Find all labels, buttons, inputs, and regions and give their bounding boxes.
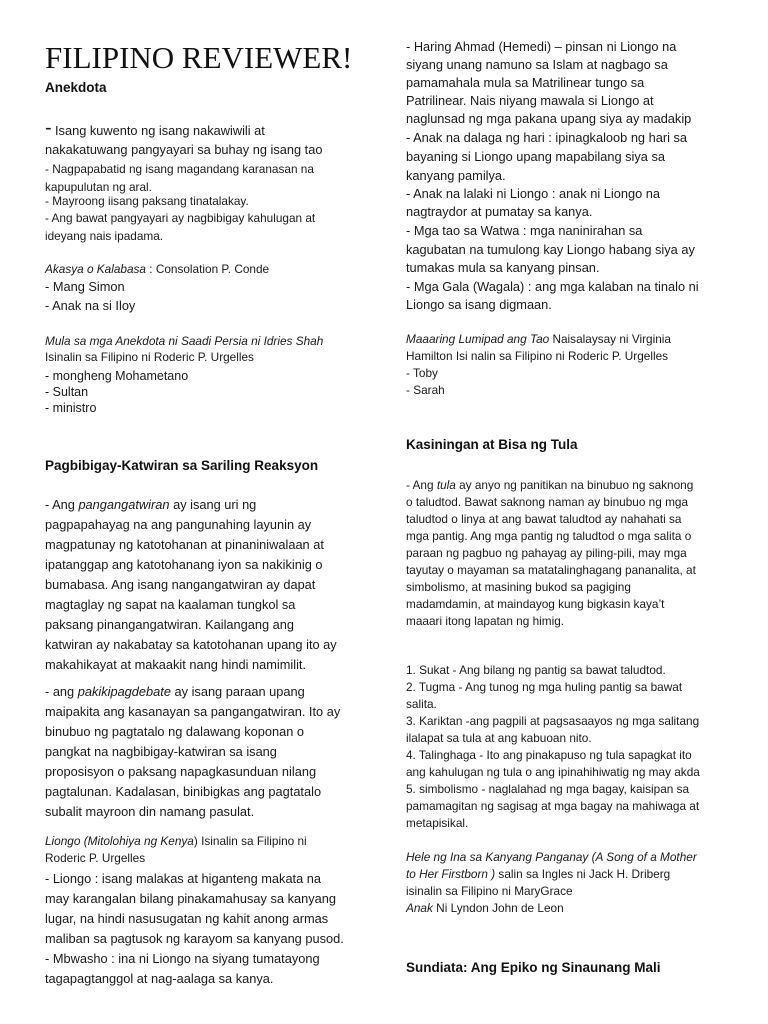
- paragraph-line: pangkat na nagbibigay-katwiran sa isang: [45, 744, 277, 759]
- liongo-translator: Roderic P. Urgelles: [45, 851, 146, 865]
- liongo-line: - Mbwasho : ina ni Liongo na siyang tumatayong: [45, 951, 320, 966]
- character-line: nagtraydor at pumatay sa kanya.: [406, 204, 593, 219]
- paragraph-line: magtaglay ng sapat na kaalaman tungkol sa: [45, 597, 296, 612]
- bullet-dash: -: [45, 117, 52, 139]
- anekdota-bullet: kapupulutan ng aral.: [45, 180, 152, 194]
- paragraph-line: ipatanggap ang katotohanang iyon sa nakikinig o: [45, 557, 323, 572]
- character-line: - Mga tao sa Watwa : mga naninirahan sa: [406, 223, 643, 238]
- liongo-title-line: Liongo (Mitolohiya ng Kenya) Isinalin sa Filipino ni: [45, 834, 307, 848]
- anekdota-intro-2: nakakatuwang pangyayari sa buhay ng isang tao: [45, 142, 323, 157]
- character-line: naglunsad ng mga pakana upang siya ay madakip: [406, 111, 692, 126]
- character-line: tumakas mula sa kanyang pinsan.: [406, 260, 600, 275]
- character-item: - Mang Simon: [45, 279, 125, 294]
- akasya-line: Akasya o Kalabasa : Consolation P. Conde: [45, 262, 270, 276]
- paragraph-line: proposisyon o paksang napagkasunduan nilang: [45, 764, 317, 779]
- element-list-item: ilalapat sa tula at ang kabuoan nito.: [406, 731, 592, 745]
- character-line: Patrilinear. Nais niyang mawala si Liongo at: [406, 93, 654, 108]
- element-list-item: 3. Kariktan -ang pagpili at pagsasaayos ng mga salitang: [406, 714, 700, 728]
- hele-title-line2: to Her Firstborn ) salin sa Ingles ni Jack H. Driberg: [406, 867, 671, 881]
- character-line: - Anak na dalaga ng hari : ipinagkaloob ng hari sa: [406, 130, 688, 145]
- anekdota-intro-1: Isang kuwento ng isang nakawiwili at: [55, 123, 265, 138]
- heading-pagbibigay: Pagbibigay-Katwiran sa Sariling Reaksyon: [45, 458, 319, 473]
- character-item: - Sultan: [45, 385, 89, 399]
- paragraph-line: binubuo ng pagtatalo ng dalawang koponan o: [45, 724, 305, 739]
- character-line: pamamahala mula sa Matrilinear tungo sa: [406, 75, 645, 90]
- tula-paragraph-line: maaari itong lapatan ng himig.: [406, 614, 565, 628]
- element-list-item: 2. Tugma - Ang tunog ng mga huling pantig sa bawat: [406, 680, 683, 694]
- character-item: - mongheng Mohametano: [45, 369, 189, 383]
- liongo-line: maliban sa pagtusok ng karayom sa kanyang pusod.: [45, 931, 344, 946]
- tula-paragraph-line: madamdamin, at maindayog kung bigkasin kaya’t: [406, 597, 665, 611]
- heading-sundiata: Sundiata: Ang Epiko ng Sinaunang Mali: [406, 960, 661, 975]
- liongo-line: - Liongo : isang malakas at higanteng makata na: [45, 871, 322, 886]
- element-list-item: 1. Sukat - Ang bilang ng pantig sa bawat taludtod.: [406, 663, 666, 677]
- paragraph-line: bumabasa. Ang isang nangangatwiran ay dapat: [45, 577, 316, 592]
- character-line: bayaning si Liongo upang mapabilang siya sa: [406, 149, 665, 164]
- tula-paragraph-line: simbolismo, at masining bukod sa pagiging: [406, 580, 631, 594]
- hele-translator: isinalin sa Filipino ni MaryGrace: [406, 884, 573, 898]
- paragraph-line: pagpapahayag na ang pangunahing layunin ay: [45, 517, 312, 532]
- character-line: kagubatan na tumulong kay Liongo habang siya ay: [406, 242, 695, 257]
- paragraph-line: pagtalunan. Kadalasan, binibigkas ang pagtatalo: [45, 784, 322, 799]
- paragraph-line: magpatunay ng katotohanan at pinaniniwalaan at: [45, 537, 324, 552]
- character-item: - Sarah: [406, 383, 445, 397]
- element-list-item: metapisikal.: [406, 816, 469, 830]
- character-line: kanyang pamilya.: [406, 168, 506, 183]
- liongo-line: tagapagtanggol at nag-aalaga sa kanya.: [45, 971, 274, 986]
- pangangatwiran-line: - Ang pangangatwiran ay isang uri ng: [45, 497, 257, 512]
- paragraph-line: katwiran ay nakabatay sa katotohanan upang ito ay: [45, 637, 337, 652]
- character-line: - Haring Ahmad (Hemedi) – pinsan ni Liongo na: [406, 39, 677, 54]
- element-list-item: 5. simbolismo - naglalahad ng mga bagay, kaisipan sa: [406, 782, 690, 796]
- character-item: - Anak na si Iloy: [45, 298, 136, 313]
- anekdota-bullet: - Mayroong iisang paksang tinatalakay.: [45, 194, 249, 208]
- character-line: - Mga Gala (Wagala) : ang mga kalaban na tinalo ni: [406, 279, 699, 294]
- element-list-item: ang kahulugan ng tula o ang ipinahihiwatig ng may akda: [406, 765, 700, 779]
- anekdota-bullet: ideyang nais ipadama.: [45, 229, 164, 243]
- element-list-item: pamamagitan ng sagisag at mga bagay na mahiwaga at: [406, 799, 700, 813]
- mula-translator: Isinalin sa Filipino ni Roderic P. Urgelles: [45, 350, 254, 364]
- heading-kasiningan: Kasiningan at Bisa ng Tula: [406, 437, 578, 452]
- mula-title: Mula sa mga Anekdota ni Saadi Persia ni Idries Shah: [45, 334, 324, 348]
- tula-paragraph-line: tayutay o mayaman sa matatalinghagang pananalita, at: [406, 563, 696, 577]
- anekdota-bullet: - Ang bawat pangyayari ay nagbibigay kahulugan at: [45, 211, 316, 225]
- element-list-item: 4. Talinghaga - Ito ang pinakapuso ng tula sapagkat ito: [406, 748, 692, 762]
- tula-paragraph-line: paraan ng pagbuo ng pahayag ay piling-pili, may mga: [406, 546, 687, 560]
- page-title: FILIPINO REVIEWER!: [45, 40, 353, 75]
- paragraph-line: paksang pinangangatwiran. Kailangang ang: [45, 617, 295, 632]
- tula-line: - Ang tula ay anyo ng panitikan na binubuo ng saknong: [406, 478, 694, 492]
- tula-paragraph-line: taludtod o linya at ang bawat taludtod ay nahahati sa: [406, 512, 682, 526]
- tula-paragraph-line: o taludtod. Bawat saknong naman ay binubuo ng mga: [406, 495, 689, 509]
- hele-title-line1: Hele ng Ina sa Kanyang Panganay (A Song of a Mother: [406, 850, 697, 864]
- liongo-line: may karangalan bilang pinakamahusay sa kanyang: [45, 891, 336, 906]
- heading-anekdota: Anekdota: [45, 80, 107, 95]
- character-item: - Toby: [406, 366, 438, 380]
- liongo-line: lugar, na hindi nasusugatan ng kahit anong armas: [45, 911, 329, 926]
- paragraph-line: maipakita ang kasanayan sa pangangatwiran. Ito ay: [45, 704, 341, 719]
- tula-paragraph-line: mga pantig. Ang mga pantig ng taludtod o mga salita o: [406, 529, 692, 543]
- character-line: Liongo sa isang digmaan.: [406, 297, 552, 312]
- maaaring-line2: Hamilton Isi nalin sa Filipino ni Roderic P. Urgelles: [406, 349, 669, 363]
- character-line: siyang unang namuno sa Islam at nagbago sa: [406, 57, 668, 72]
- pakikipagdebate-line: - ang pakikipagdebate ay isang paraan upang: [45, 684, 305, 699]
- anak-line: Anak Ni Lyndon John de Leon: [406, 901, 564, 915]
- character-item: - ministro: [45, 401, 97, 415]
- anekdota-bullet: - Nagpapabatid ng isang magandang karanasan na: [45, 162, 314, 176]
- character-line: - Anak na lalaki ni Liongo : anak ni Liongo na: [406, 186, 660, 201]
- maaaring-title-line: Maaaring Lumipad ang Tao Naisalaysay ni Virginia: [406, 332, 671, 346]
- paragraph-line: makahikayat at makaakit nang hindi namimilit.: [45, 657, 307, 672]
- paragraph-line: subalit mayroon din namang pasulat.: [45, 804, 255, 819]
- element-list-item: salita.: [406, 697, 437, 711]
